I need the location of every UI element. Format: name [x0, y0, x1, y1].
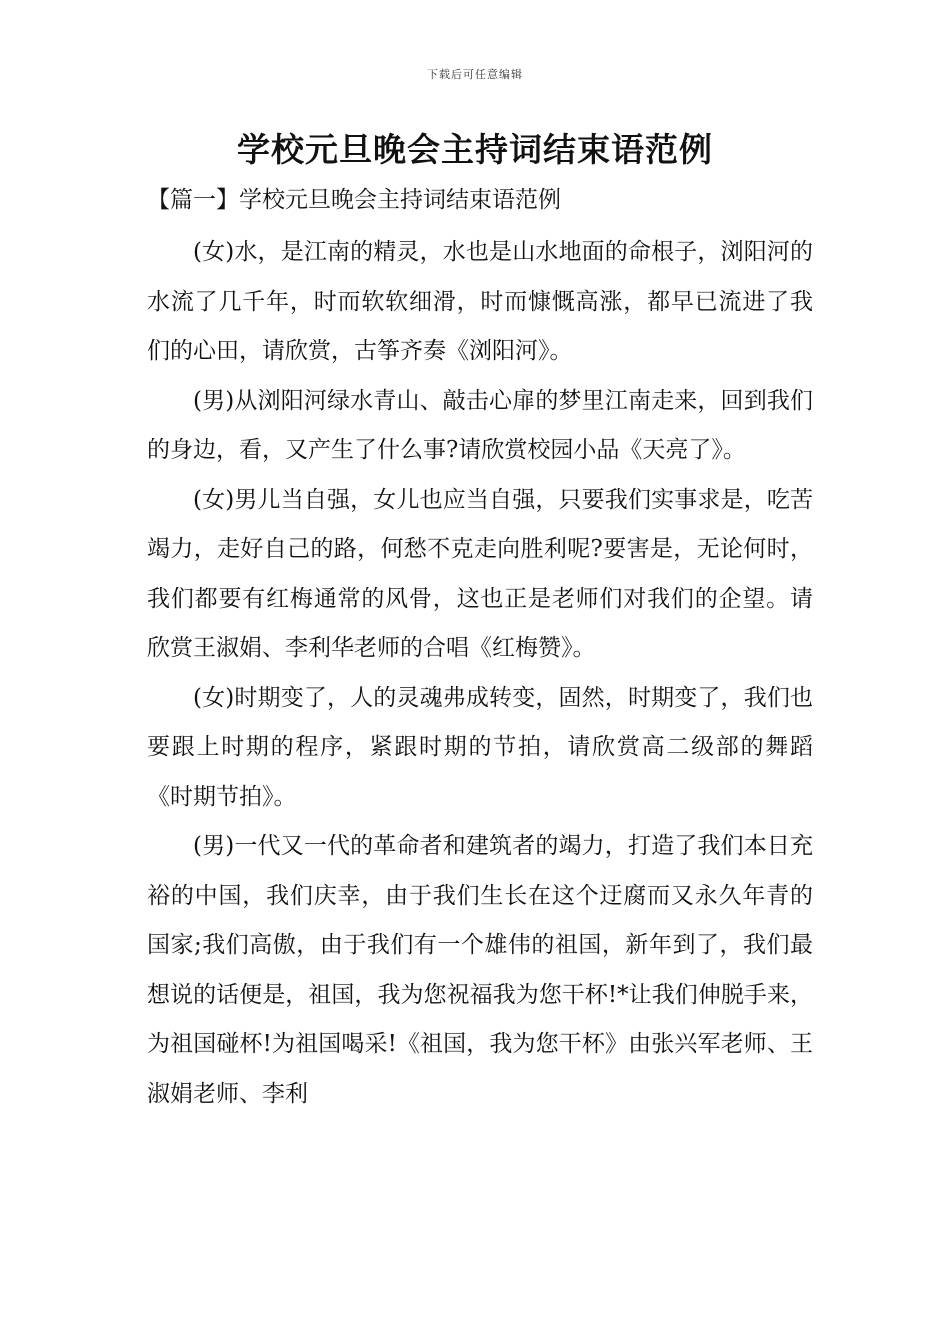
paragraph: (男)从浏阳河绿水青山、敲击心扉的梦里江南走来，回到我们的身边，看，又产生了什么事?请欣赏校园小品《天亮了》。: [147, 387, 813, 463]
paragraph: (女)水，是江南的精灵，水也是山水地面的命根子，浏阳河的水流了几千年，时而软软细滑，时而慷慨高涨，都早已流进了我们的心田，请欣赏，古筝齐奏《浏阳河》。: [147, 239, 813, 364]
paragraph: (男)一代又一代的革命者和建筑者的竭力，打造了我们本日充裕的中国，我们庆幸，由于我们生长在这个迂腐而又永久年青的国家;我们高傲，由于我们有一个雄伟的祖国，新年到了，我们最想说的话便是，祖国，我为您祝福我为您干杯!*让我们伸脱手来，为祖国碰杯!为祖国喝采!《祖国，我为您干杯》由张兴军老师、王淑娟老师、李利: [147, 833, 813, 1107]
document-title: 学校元旦晚会主持词结束语范例: [237, 130, 713, 169]
header-note: 下载后可任意编辑: [427, 68, 523, 81]
body-text: [147, 228, 813, 1119]
section-heading: 【篇一】学校元旦晚会主持词结束语范例: [147, 187, 561, 213]
paragraph: (女)男儿当自强，女儿也应当自强，只要我们实事求是，吃苦竭力，走好自己的路，何愁不克走向胜利呢?要害是，无论何时，我们都要有红梅通常的风骨，这也正是老师们对我们的企望。请欣赏王淑娟、李利华老师的合唱《红梅赞》。: [147, 486, 813, 661]
paragraph: (女)时期变了，人的灵魂弗成转变，固然，时期变了，我们也要跟上时期的程序，紧跟时期的节拍，请欣赏高二级部的舞蹈《时期节拍》。: [147, 684, 813, 810]
